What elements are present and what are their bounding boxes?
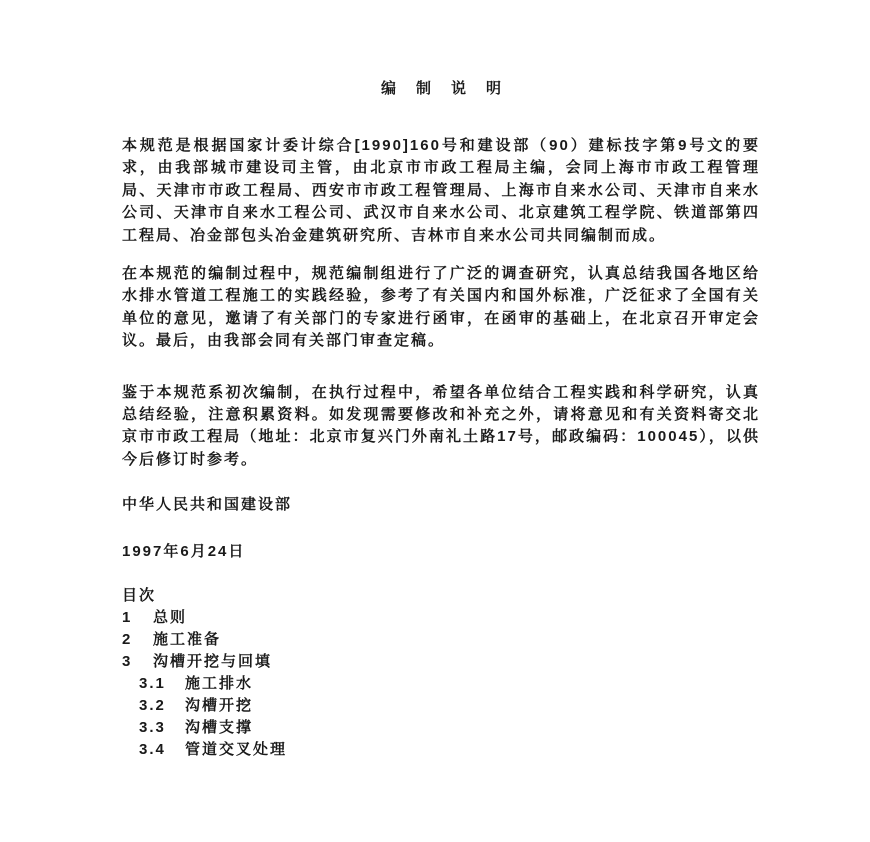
toc-item-number: 3.3 bbox=[139, 719, 166, 737]
toc-item-label: 沟槽开挖与回填 bbox=[153, 653, 273, 671]
toc-item-label: 施工排水 bbox=[185, 675, 254, 693]
issuing-authority: 中华人民共和国建设部 bbox=[122, 496, 293, 514]
toc-item-2 bbox=[122, 629, 760, 651]
toc-item-number: 3 bbox=[122, 653, 133, 671]
issue-date: 1997年6月24日 bbox=[122, 543, 246, 561]
toc-item-label: 沟槽开挖 bbox=[185, 697, 254, 715]
paragraph-basis: 本规范是根据国家计委计综合[1990]160号和建设部（90）建标技字第9号文的要求，由我部城市建设司主管，由北京市市政工程局主编，会同上海市市政工程管理局、天津市市政工程局、西安市市政工程管理局、上海市自来水公司、天津市自来水公司、天津市自来水工程公司、武汉市自来水公司、北京建筑工程学院、铁道部第四工程局、冶金部包头冶金建筑研究所、吉林市自来水公司共同编制而成。 bbox=[122, 137, 760, 244]
toc-item-3-1 bbox=[122, 673, 760, 695]
toc-item-number: 3.2 bbox=[139, 697, 166, 715]
document-title: 编制说明 bbox=[380, 80, 521, 97]
toc-item-1 bbox=[122, 607, 760, 629]
toc-item-3-4 bbox=[122, 739, 760, 761]
table-of-contents bbox=[122, 585, 760, 761]
toc-item-label: 施工准备 bbox=[153, 631, 222, 649]
toc-item-label: 管道交叉处理 bbox=[185, 741, 288, 759]
paragraph-process: 在本规范的编制过程中，规范编制组进行了广泛的调查研究，认真总结我国各地区给水排水管道工程施工的实践经验，参考了有关国内和国外标准，广泛征求了全国有关单位的意见，邀请了有关部门的专家进行函审，在函审的基础上，在北京召开审定会议。最后，由我部会同有关部门审查定稿。 bbox=[122, 265, 760, 350]
paragraph-feedback: 鉴于本规范系初次编制，在执行过程中，希望各单位结合工程实践和科学研究，认真总结经验，注意积累资料。如发现需要修改和补充之外，请将意见和有关资料寄交北京市市政工程局（地址：北京市复兴门外南礼土路17号，邮政编码：100045），以供今后修订时参考。 bbox=[122, 383, 760, 468]
toc-item-label: 总则 bbox=[153, 609, 188, 627]
toc-item-number: 2 bbox=[122, 631, 133, 649]
toc-item-3 bbox=[122, 651, 760, 673]
toc-item-number: 3.4 bbox=[139, 741, 166, 759]
toc-item-3-3 bbox=[122, 717, 760, 739]
toc-heading: 目次 bbox=[122, 587, 157, 605]
toc-item-number: 1 bbox=[122, 609, 133, 627]
toc-item-number: 3.1 bbox=[139, 675, 166, 693]
toc-item-3-2 bbox=[122, 695, 760, 717]
toc-item-label: 沟槽支撑 bbox=[185, 719, 254, 737]
